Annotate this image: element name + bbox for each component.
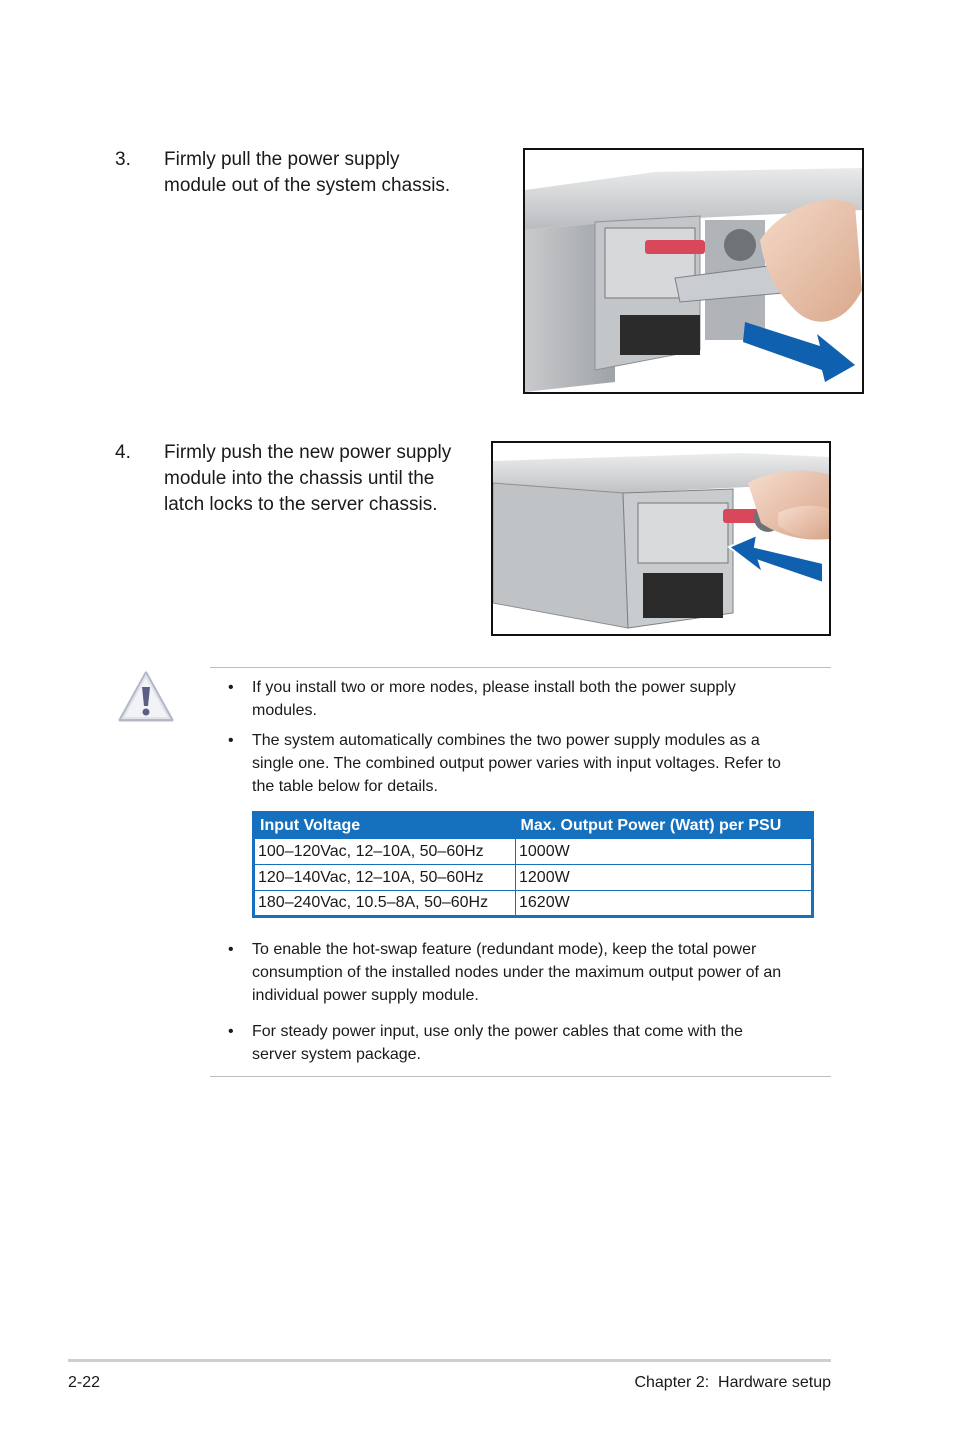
table-row xyxy=(254,891,813,917)
note-line: modules. xyxy=(252,702,317,719)
caution-notes xyxy=(210,667,831,1077)
page-number: 2-22 xyxy=(68,1374,101,1391)
table-cell: 1620W xyxy=(516,891,813,917)
step-line: module into the chassis until the xyxy=(164,468,435,489)
bullet-mark: • xyxy=(228,941,234,958)
column-header: Max. Output Power (Watt) per PSU xyxy=(516,813,813,839)
chapter-title: Chapter 2: Hardware setup xyxy=(634,1374,831,1391)
step-number: 4. xyxy=(115,442,131,463)
table-cell: 100–120Vac, 12–10A, 50–60Hz xyxy=(254,839,516,865)
bullet-mark: • xyxy=(228,679,234,696)
step-text xyxy=(164,440,451,518)
note-line: The system automatically combines the two power supply modules as a xyxy=(252,732,760,749)
column-header: Input Voltage xyxy=(254,813,516,839)
psu-push-in-photo xyxy=(491,441,831,636)
step-line: Firmly push the new power supply xyxy=(164,442,452,463)
note-line: To enable the hot-swap feature (redundant mode), keep the total power xyxy=(252,941,757,958)
step-number: 3. xyxy=(115,149,131,170)
bullet-mark: • xyxy=(228,732,234,749)
note-line: individual power supply module. xyxy=(252,987,479,1004)
table-row xyxy=(254,865,813,891)
step-line: module out of the system chassis. xyxy=(164,175,451,196)
step-line: Firmly pull the power supply xyxy=(164,149,400,170)
note-line: If you install two or more nodes, please install both the power supply xyxy=(252,679,736,696)
note-line: server system package. xyxy=(252,1046,421,1063)
psu-pull-out-photo xyxy=(523,148,864,394)
note-line: single one. The combined output power varies with input voltages. Refer to xyxy=(252,755,781,772)
warning-triangle-icon xyxy=(117,670,175,724)
table-cell: 1200W xyxy=(516,865,813,891)
arrow-in-icon xyxy=(729,535,823,583)
table-cell: 1000W xyxy=(516,839,813,865)
note-line: the table below for details. xyxy=(252,778,438,795)
note-line: For steady power input, use only the power cables that come with the xyxy=(252,1023,743,1040)
footer-divider xyxy=(68,1359,831,1362)
note-line: consumption of the installed nodes under the maximum output power of an xyxy=(252,964,782,981)
table-header-row xyxy=(254,813,813,839)
table-row xyxy=(254,839,813,865)
step-text xyxy=(164,147,450,199)
step-line: latch locks to the server chassis. xyxy=(164,494,438,515)
table-cell: 120–140Vac, 12–10A, 50–60Hz xyxy=(254,865,516,891)
power-output-table xyxy=(252,811,814,918)
table-cell: 180–240Vac, 10.5–8A, 50–60Hz xyxy=(254,891,516,917)
arrow-out-icon xyxy=(743,322,855,382)
bullet-mark: • xyxy=(228,1023,234,1040)
